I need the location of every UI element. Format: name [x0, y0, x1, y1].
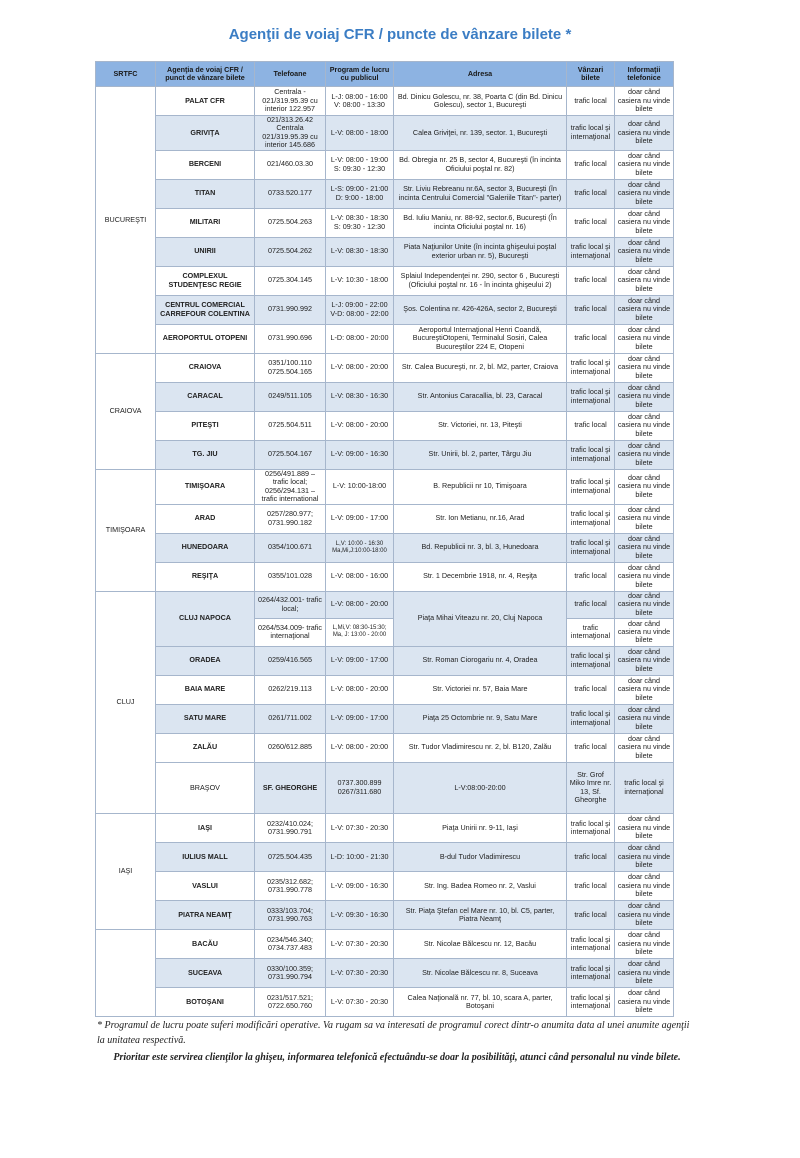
agency-hours: L-V: 07:30 - 20:30	[326, 930, 394, 959]
agency-address: Str. 1 Decembrie 1918, nr. 4, Reşiţa	[394, 562, 567, 591]
agency-name: CENTRUL COMERCIAL CARREFOUR COLENTINA	[156, 295, 255, 324]
agency-phone: 0257/280.977; 0731.990.182	[255, 504, 326, 533]
agency-hours: L-V: 09:30 - 16:30	[326, 901, 394, 930]
agency-address: Piaţa 25 Octombrie nr. 9, Satu Mare	[394, 704, 567, 733]
agency-name: TITAN	[156, 179, 255, 208]
agency-hours: L,V: 10:00 - 16:30 Ma,Mi,J:10:00-18:00	[326, 533, 394, 562]
table-row	[96, 237, 674, 266]
table-row	[96, 646, 674, 675]
priority-note: Prioritar este servirea clienţilor la ghişeu, informarea telefonică efectuându-se doar la posibilităţi, atunci când personalul nu vinde bilete.	[113, 1052, 681, 1063]
agency-phone: 0330/100.359; 0731.990.794	[255, 959, 326, 988]
agency-hours: L-V: 08:00 - 16:00	[326, 562, 394, 591]
agency-hours: L-V: 09:00 - 17:00	[326, 646, 394, 675]
agency-phone: 0262/219.113	[255, 675, 326, 704]
agency-hours: L-V: 08:00 - 20:00	[326, 591, 394, 618]
agencies-table	[95, 61, 674, 1017]
table-row	[96, 87, 674, 116]
agency-address: B-dul Tudor Vladimirescu	[394, 843, 567, 872]
agency-info: doar când casiera nu vinde bilete	[615, 324, 674, 353]
agency-address: Piaţa Mihai Viteazu nr. 20, Cluj Napoca	[394, 591, 567, 646]
agency-sales: trafic local	[567, 87, 615, 116]
header-address: Adresa	[394, 62, 567, 87]
agency-sales: trafic local şi internaţional	[567, 116, 615, 151]
agency-sales: trafic local şi internaţional	[567, 704, 615, 733]
table-row	[96, 504, 674, 533]
agency-hours: L-V:08:00-20:00	[394, 762, 567, 813]
table-row	[96, 382, 674, 411]
agency-address: Şos. Colentina nr. 426-426A, sector 2, Bucureşti	[394, 295, 567, 324]
agency-hours: L-V: 10:00-18:00	[326, 469, 394, 504]
agency-hours: L-J: 09:00 - 22:00 V-D: 08:00 - 22:00	[326, 295, 394, 324]
agency-name: BACĂU	[156, 930, 255, 959]
agency-address: Str. Calea Bucureşti, nr. 2, bl. M2, parter, Craiova	[394, 353, 567, 382]
agency-sales: trafic local şi internaţional	[567, 988, 615, 1017]
agency-hours: L-V: 09:00 - 17:00	[326, 504, 394, 533]
agency-phone: 0264/534.009- trafic internaţional	[255, 618, 326, 646]
agency-address: Calea Naţională nr. 77, bl. 10, scara A, parter, Botoşani	[394, 988, 567, 1017]
agency-address: Bd. Obregia nr. 25 B, sector 4, Bucureşti (în incinta Oficiului poştal nr. 82)	[394, 150, 567, 179]
agency-sales: trafic local	[567, 266, 615, 295]
agency-info: doar când casiera nu vinde bilete	[615, 843, 674, 872]
agency-name: UNIRII	[156, 237, 255, 266]
agency-name: IULIUS MALL	[156, 843, 255, 872]
agency-phone: 0733.520.177	[255, 179, 326, 208]
region-cluj: CLUJ	[96, 591, 156, 813]
agency-address: Str. Antonius Caracallia, bl. 23, Caracal	[394, 382, 567, 411]
agency-sales: trafic local şi internaţional	[567, 814, 615, 843]
agency-name: HUNEDOARA	[156, 533, 255, 562]
region-brasov: BRAŞOV	[156, 762, 255, 813]
agency-hours: L-V: 07:30 - 20:30	[326, 988, 394, 1017]
agency-sales: trafic local şi internaţional	[567, 930, 615, 959]
agency-info: doar când casiera nu vinde bilete	[615, 469, 674, 504]
agency-address: Str. Nicolae Bălcescu nr. 12, Bacău	[394, 930, 567, 959]
agency-hours: L-J: 08:00 - 16:00 V: 08:00 - 13:30	[326, 87, 394, 116]
agency-hours: L-V: 08:00 - 18:00	[326, 116, 394, 151]
table-row	[96, 814, 674, 843]
region-bucuresti: BUCUREŞTI	[96, 87, 156, 354]
agency-sales: trafic local	[567, 295, 615, 324]
agency-address: Str. Victoriei, nr. 13, Piteşti	[394, 411, 567, 440]
agency-phone: 0725.504.262	[255, 237, 326, 266]
table-row	[96, 872, 674, 901]
agency-info: doar când casiera nu vinde bilete	[615, 959, 674, 988]
table-row	[96, 150, 674, 179]
agency-address: Bd. Iuliu Maniu, nr. 88-92, sector.6, Bucureşti (În incinta Oficiului poştal nr. 16)	[394, 208, 567, 237]
header-phone: Telefoane	[255, 62, 326, 87]
agency-address: Calea Griviţei, nr. 139, sector. 1, Bucureşti	[394, 116, 567, 151]
agency-name: GRIVIŢA	[156, 116, 255, 151]
agency-phone: 0731.990.992	[255, 295, 326, 324]
agency-info: doar când casiera nu vinde bilete	[615, 382, 674, 411]
agency-sales: trafic local	[567, 411, 615, 440]
agency-info: doar când casiera nu vinde bilete	[615, 87, 674, 116]
agency-phone: 0731.990.696	[255, 324, 326, 353]
table-row	[96, 762, 674, 813]
region-craiova: CRAIOVA	[96, 353, 156, 469]
table-row	[96, 733, 674, 762]
agency-phone: 021/460.03.30	[255, 150, 326, 179]
header-info: Informaţii telefonice	[615, 62, 674, 87]
agency-address: Str. Grof Miko Imre nr. 13, Sf. Gheorghe	[567, 762, 615, 813]
agency-sales: trafic local	[567, 675, 615, 704]
agency-info: doar când casiera nu vinde bilete	[615, 704, 674, 733]
agency-phone: 0249/511.105	[255, 382, 326, 411]
agency-address: Str. Liviu Rebreanu nr.6A, sector 3, Bucureşti (în incinta Centrului Comercial "Galeriile Titan"- parter)	[394, 179, 567, 208]
agency-phone: 0354/100.671	[255, 533, 326, 562]
agency-sales: trafic local şi internaţional	[567, 533, 615, 562]
agency-sales: trafic local şi internaţional	[615, 762, 674, 813]
agency-hours: L-V: 08:00 - 20:00	[326, 675, 394, 704]
agency-address: Str. Nicolae Bălcescu nr. 8, Suceava	[394, 959, 567, 988]
agency-name: BERCENI	[156, 150, 255, 179]
agency-hours: L-V: 09:00 - 16:30	[326, 872, 394, 901]
agency-info: doar când casiera nu vinde bilete	[615, 411, 674, 440]
region-empty	[96, 930, 156, 1017]
agency-address: Str. Ing. Badea Romeo nr. 2, Vaslui	[394, 872, 567, 901]
agency-address: Aeroportul Internaţional Henri Coandă, BucureştiOtopeni, Terminalul Sosiri, Calea Bucureştilor 224 E, Otopeni	[394, 324, 567, 353]
agency-phone: 0256/491.889 – trafic local; 0256/294.131 – trafic international	[255, 469, 326, 504]
agency-sales: trafic local	[567, 324, 615, 353]
agency-address: Splaiul Independenţei nr. 290, sector 6 , Bucureşti (Oficiului poştal nr. 16 - în incinta ghişeului 2)	[394, 266, 567, 295]
agency-name: CARACAL	[156, 382, 255, 411]
agency-phone: 0231/517.521; 0722.650.760	[255, 988, 326, 1017]
agency-phone: 021/313.26.42 Centrala 021/319.95.39 cu interior 145.686	[255, 116, 326, 151]
agency-phone: 0333/103.704; 0731.990.763	[255, 901, 326, 930]
agency-sales: trafic local	[567, 733, 615, 762]
agency-sales: trafic local	[567, 872, 615, 901]
table-row	[96, 959, 674, 988]
agency-name: CLUJ NAPOCA	[156, 591, 255, 646]
agency-phone: 0725.304.145	[255, 266, 326, 295]
agency-phone: 0351/100.110 0725.504.165	[255, 353, 326, 382]
agency-info: doar când casiera nu vinde bilete	[615, 353, 674, 382]
table-row	[96, 675, 674, 704]
agency-address: Piata Naţiunilor Unite (în incinta ghişeului poştal exterior urban nr. 5), Bucureşti	[394, 237, 567, 266]
agency-address: Bd. Republicii nr. 3, bl. 3, Hunedoara	[394, 533, 567, 562]
table-row	[96, 469, 674, 504]
agency-info: doar când casiera nu vinde bilete	[615, 618, 674, 646]
agency-address: Str. Ion Metianu, nr.16, Arad	[394, 504, 567, 533]
header-sales: Vânzari bilete	[567, 62, 615, 87]
agency-name: COMPLEXUL STUDENŢESC REGIE	[156, 266, 255, 295]
agency-hours: L-V: 08:30 - 16:30	[326, 382, 394, 411]
table-row	[96, 324, 674, 353]
agency-sales: trafic local şi internaţional	[567, 646, 615, 675]
agency-sales: trafic local şi internaţional	[567, 959, 615, 988]
agency-info: doar când casiera nu vinde bilete	[615, 646, 674, 675]
table-row	[96, 295, 674, 324]
agency-info: doar când casiera nu vinde bilete	[615, 295, 674, 324]
region-iasi: IAŞI	[96, 814, 156, 930]
table-row	[96, 843, 674, 872]
agency-name: REŞIŢA	[156, 562, 255, 591]
table-row	[96, 440, 674, 469]
agency-phone: 0234/546.340; 0734.737.483	[255, 930, 326, 959]
agency-info: doar când casiera nu vinde bilete	[615, 733, 674, 762]
agency-info: doar când casiera nu vinde bilete	[615, 872, 674, 901]
agency-name: ARAD	[156, 504, 255, 533]
table-row	[96, 562, 674, 591]
agency-address: Str. Tudor Vladimirescu nr. 2, bl. B120, Zalău	[394, 733, 567, 762]
agency-phone: 0260/612.885	[255, 733, 326, 762]
agency-phone: 0355/101.028	[255, 562, 326, 591]
table-row	[96, 116, 674, 151]
table-row	[96, 930, 674, 959]
agency-sales: trafic local	[567, 179, 615, 208]
header-hours: Program de lucru cu publicul	[326, 62, 394, 87]
agency-sales: trafic local	[567, 591, 615, 618]
region-timisoara: TIMIŞOARA	[96, 469, 156, 591]
agency-sales: trafic local şi internaţional	[567, 469, 615, 504]
agency-name: CRAIOVA	[156, 353, 255, 382]
agency-info: doar când casiera nu vinde bilete	[615, 237, 674, 266]
agency-sales: trafic local	[567, 843, 615, 872]
agency-hours: L-S: 09:00 - 21:00 D: 9:00 - 18:00	[326, 179, 394, 208]
table-row	[96, 591, 674, 618]
agency-address: Str. Victoriei nr. 57, Baia Mare	[394, 675, 567, 704]
agency-name: ZALĂU	[156, 733, 255, 762]
agency-sales: trafic local şi internaţional	[567, 382, 615, 411]
agency-name: VASLUI	[156, 872, 255, 901]
agency-sales: trafic local şi internaţional	[567, 504, 615, 533]
agency-phone: 0725.504.263	[255, 208, 326, 237]
agency-hours: L-V: 08:30 - 18:30 S: 09:30 - 12:30	[326, 208, 394, 237]
agency-sales: trafic local şi internaţional	[567, 440, 615, 469]
table-row	[96, 988, 674, 1017]
agency-phone: 0264/432.001- trafic local;	[255, 591, 326, 618]
table-row	[96, 353, 674, 382]
agency-phone: 0235/312.682; 0731.990.778	[255, 872, 326, 901]
agency-name: AEROPORTUL OTOPENI	[156, 324, 255, 353]
agency-name: BOTOŞANI	[156, 988, 255, 1017]
table-row	[96, 266, 674, 295]
agency-info: doar când casiera nu vinde bilete	[615, 440, 674, 469]
agency-hours: L,Mi,V: 08:30-15:30; Ma, J: 13:00 - 20:00	[326, 618, 394, 646]
agency-address: Str. Unirii, bl. 2, parter, Târgu Jiu	[394, 440, 567, 469]
agency-phone: 0259/416.565	[255, 646, 326, 675]
agency-sales: trafic local şi internaţional	[567, 237, 615, 266]
agency-address: Bd. Dinicu Golescu, nr. 38, Poarta C (din Bd. Dinicu Golescu), sector 1, Bucureşti	[394, 87, 567, 116]
agency-sales: trafic local	[567, 208, 615, 237]
agency-info: doar când casiera nu vinde bilete	[615, 930, 674, 959]
agency-hours: L-V: 08:30 - 18:30	[326, 237, 394, 266]
agency-info: doar când casiera nu vinde bilete	[615, 208, 674, 237]
agency-name: SF. GHEORGHE	[255, 762, 326, 813]
agency-phone: 0725.504.511	[255, 411, 326, 440]
agency-name: MILITARI	[156, 208, 255, 237]
agency-sales: trafic local şi internaţional	[567, 353, 615, 382]
agency-name: BAIA MARE	[156, 675, 255, 704]
agency-sales: trafic local	[567, 562, 615, 591]
agency-info: doar când casiera nu vinde bilete	[615, 266, 674, 295]
agency-hours: L-V: 10:30 - 18:00	[326, 266, 394, 295]
agency-hours: L-D: 10:00 - 21:30	[326, 843, 394, 872]
agency-info: doar când casiera nu vinde bilete	[615, 116, 674, 151]
agency-info: doar când casiera nu vinde bilete	[615, 179, 674, 208]
agency-info: doar când casiera nu vinde bilete	[615, 504, 674, 533]
agency-hours: L-V: 09:00 - 17:00	[326, 704, 394, 733]
agency-hours: L-V: 08:00 - 19:00 S: 09:30 - 12:30	[326, 150, 394, 179]
agency-hours: L-V: 08:00 - 20:00	[326, 733, 394, 762]
agency-name: IAŞI	[156, 814, 255, 843]
header-agency: Agenţia de voiaj CFR / punct de vânzare bilete	[156, 62, 255, 87]
agency-phone: 0725.504.435	[255, 843, 326, 872]
footnote: * Programul de lucru poate suferi modificări operative. Va rugam sa va interesati de programul corect dintr-o anumita data al unei anumite agenţii la unitatea respectivă.	[97, 1020, 690, 1046]
agency-address: Str. Roman Ciorogariu nr. 4, Oradea	[394, 646, 567, 675]
agency-info: doar când casiera nu vinde bilete	[615, 150, 674, 179]
agency-info: doar când casiera nu vinde bilete	[615, 591, 674, 618]
agency-hours: L-V: 09:00 - 16:30	[326, 440, 394, 469]
agency-info: doar când casiera nu vinde bilete	[615, 562, 674, 591]
table-header-row	[96, 62, 674, 87]
agency-address: B. Republicii nr 10, Timişoara	[394, 469, 567, 504]
agency-sales: trafic local	[567, 901, 615, 930]
agency-info: doar când casiera nu vinde bilete	[615, 675, 674, 704]
page-title: Agenţii de voiaj CFR / puncte de vânzare bilete *	[228, 26, 572, 43]
agency-address: Str. Piaţa Ştefan cel Mare nr. 10, bl. C5, parter, Piatra Neamţ	[394, 901, 567, 930]
agency-name: PALAT CFR	[156, 87, 255, 116]
agency-phone: 0725.504.167	[255, 440, 326, 469]
agency-hours: L-V: 07:30 - 20:30	[326, 959, 394, 988]
agency-address: Piaţa Unirii nr. 9-11, Iaşi	[394, 814, 567, 843]
agency-phone: Centrala - 021/319.95.39 cu interior 122.957	[255, 87, 326, 116]
agency-info: doar când casiera nu vinde bilete	[615, 988, 674, 1017]
header-srtfc: SRTFC	[96, 62, 156, 87]
table-row	[96, 179, 674, 208]
table-row	[96, 533, 674, 562]
agency-phone: 0232/410.024; 0731.990.791	[255, 814, 326, 843]
agency-info: doar când casiera nu vinde bilete	[615, 814, 674, 843]
agency-info: doar când casiera nu vinde bilete	[615, 533, 674, 562]
agency-name: TG. JIU	[156, 440, 255, 469]
agency-phone: 0261/711.002	[255, 704, 326, 733]
agency-name: TIMIŞOARA	[156, 469, 255, 504]
agency-name: SUCEAVA	[156, 959, 255, 988]
agency-hours: L-V: 07:30 - 20:30	[326, 814, 394, 843]
agency-sales: trafic internaţional	[567, 618, 615, 646]
agency-name: ORADEA	[156, 646, 255, 675]
agency-info: doar când casiera nu vinde bilete	[615, 901, 674, 930]
agency-phone: 0737.300.899 0267/311.680	[326, 762, 394, 813]
agency-hours: L-D: 08:00 - 20:00	[326, 324, 394, 353]
table-row	[96, 901, 674, 930]
agency-hours: L-V: 08:00 - 20:00	[326, 411, 394, 440]
agency-name: PITEŞTI	[156, 411, 255, 440]
agency-sales: trafic local	[567, 150, 615, 179]
table-row	[96, 704, 674, 733]
agency-name: PIATRA NEAMŢ	[156, 901, 255, 930]
table-row	[96, 411, 674, 440]
agency-name: SATU MARE	[156, 704, 255, 733]
agency-hours: L-V: 08:00 - 20:00	[326, 353, 394, 382]
table-row	[96, 208, 674, 237]
